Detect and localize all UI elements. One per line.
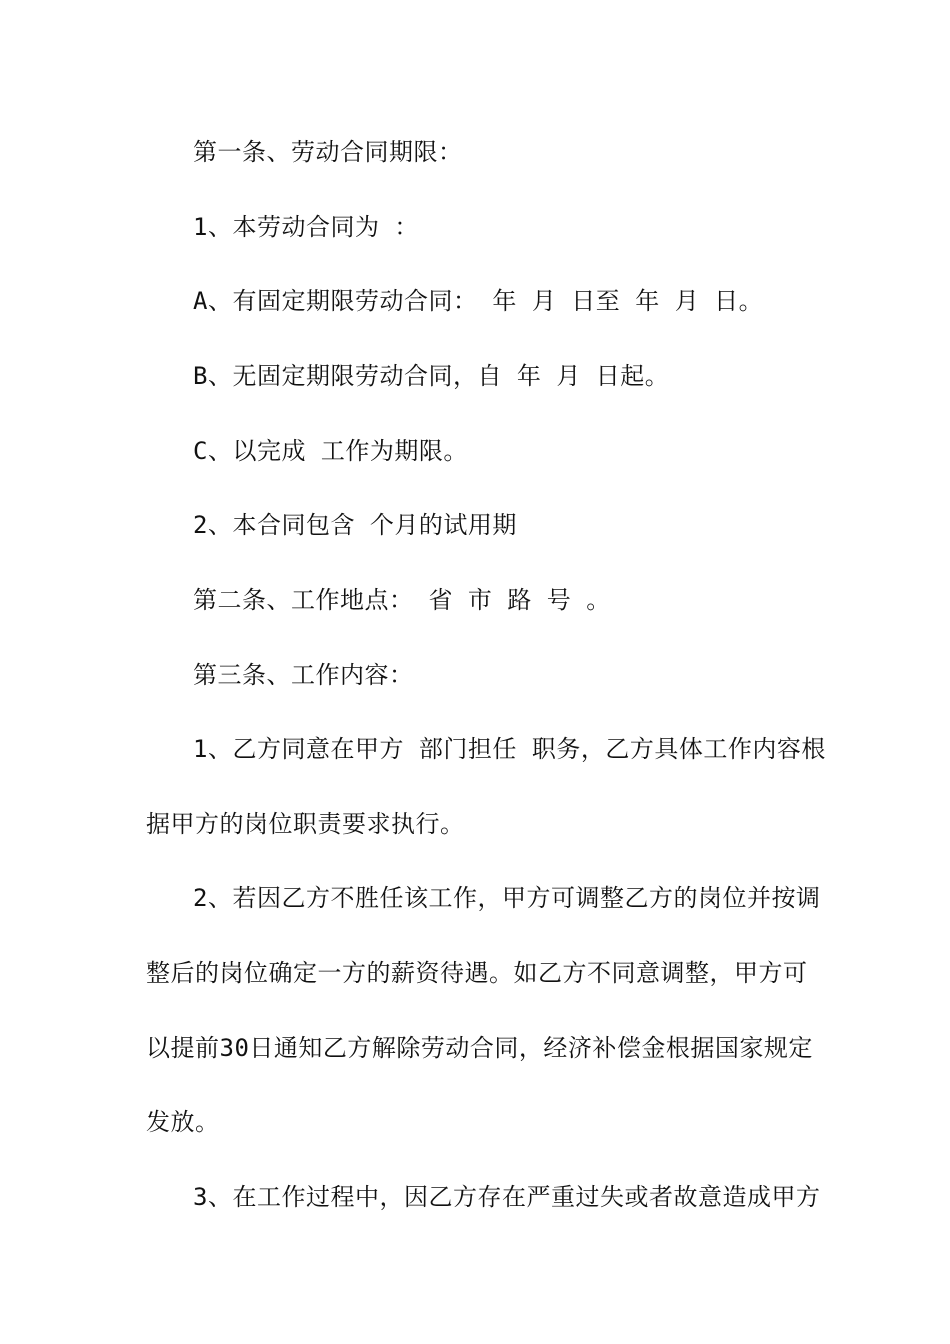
article-1-heading: 第一条、劳动合同期限：: [193, 138, 463, 166]
probation-line: 2、本合同包含 个月的试用期: [193, 511, 517, 539]
paragraph-line: 发放。: [146, 1108, 220, 1136]
paragraph-line: 1、乙方同意在甲方 部门担任 职务，乙方具体工作内容根: [193, 735, 826, 763]
paragraph-line: 据甲方的岗位职责要求执行。: [146, 810, 465, 838]
paragraph-line: 整后的岗位确定一方的薪资待遇。如乙方不同意调整，甲方可: [146, 959, 808, 987]
article-2-work-location: 第二条、工作地点： 省 市 路 号 。: [193, 586, 611, 614]
contract-type-line: 1、本劳动合同为 ：: [193, 213, 419, 241]
option-c-line: C、以完成 工作为期限。: [193, 437, 468, 465]
paragraph-line: 以提前30日通知乙方解除劳动合同，经济补偿金根据国家规定: [146, 1034, 813, 1062]
option-a-line: A、有固定期限劳动合同： 年 月 日至 年 月 日。: [193, 287, 764, 315]
paragraph-line: 2、若因乙方不胜任该工作，甲方可调整乙方的岗位并按调: [193, 884, 821, 912]
option-b-line: B、无固定期限劳动合同，自 年 月 日起。: [193, 362, 670, 390]
paragraph-line: 3、在工作过程中，因乙方存在严重过失或者故意造成甲方: [193, 1183, 821, 1211]
article-3-heading: 第三条、工作内容：: [193, 661, 414, 689]
